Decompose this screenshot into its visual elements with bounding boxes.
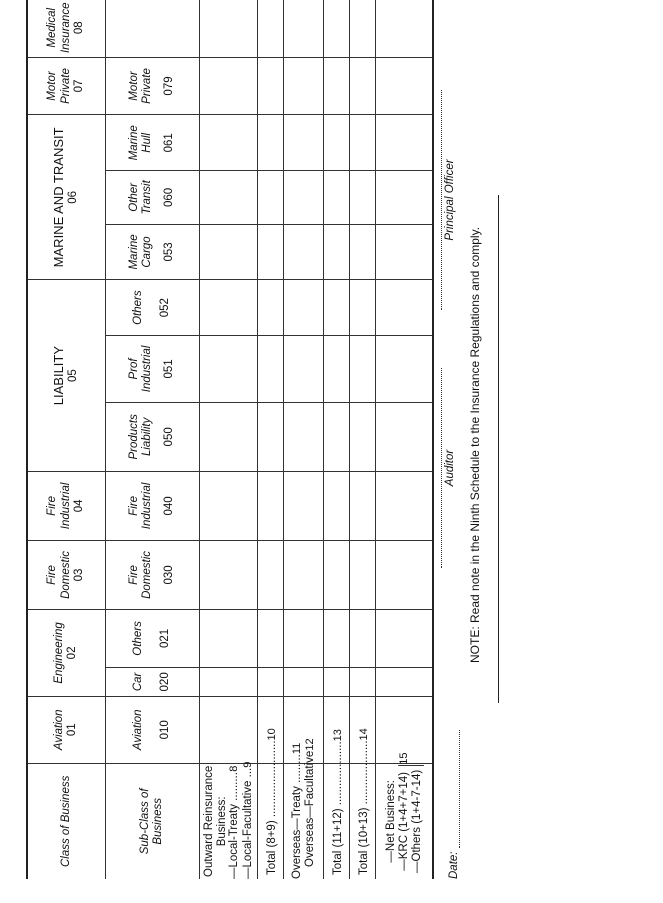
cell[interactable] <box>283 402 323 471</box>
subclass-050: Products Liability 050 <box>105 402 199 471</box>
cell[interactable] <box>283 280 323 336</box>
subclass-051: Prof Industrial 051 <box>105 336 199 403</box>
cell[interactable] <box>283 0 323 57</box>
cell[interactable] <box>257 402 283 471</box>
cell[interactable] <box>349 402 375 471</box>
cell[interactable] <box>323 402 349 471</box>
subclass-061: Marine Hull 061 <box>105 115 199 171</box>
cell[interactable] <box>375 280 433 336</box>
cell[interactable] <box>199 336 257 403</box>
date-field[interactable]: Date: <box>448 730 460 879</box>
row-label-14: Total (10+13) .................... 14 <box>349 763 375 879</box>
class-motor-private: Motor Private 07 <box>27 57 105 115</box>
cell[interactable] <box>349 171 375 224</box>
cell[interactable] <box>323 471 349 540</box>
cell[interactable] <box>199 471 257 540</box>
cell[interactable] <box>349 57 375 115</box>
cell[interactable] <box>257 667 283 696</box>
class-aviation: Aviation 01 <box>27 696 105 763</box>
cell[interactable] <box>375 171 433 224</box>
sub-class-of-business-header: Sub-Class of Business <box>105 763 199 879</box>
class-engineering: Engineering 02 <box>27 609 105 696</box>
cell[interactable] <box>375 667 433 696</box>
cell[interactable] <box>283 336 323 403</box>
cell[interactable] <box>375 540 433 609</box>
class-marine-and-transit: MARINE AND TRANSIT 06 <box>27 115 105 280</box>
table-row <box>257 0 283 879</box>
cell[interactable] <box>375 402 433 471</box>
principal-officer-signature[interactable]: Principal Officer <box>430 85 456 315</box>
brace-icon <box>398 765 424 766</box>
cell[interactable] <box>257 171 283 224</box>
subclass-040: Fire Industrial 040 <box>105 471 199 540</box>
cell[interactable] <box>323 171 349 224</box>
cell[interactable] <box>323 336 349 403</box>
cell[interactable] <box>323 57 349 115</box>
cell[interactable] <box>349 609 375 667</box>
cell[interactable] <box>257 336 283 403</box>
cell[interactable] <box>375 57 433 115</box>
subclass-020: Car 020 <box>105 667 199 696</box>
cell[interactable] <box>199 402 257 471</box>
table-row <box>283 0 323 879</box>
cell[interactable] <box>199 115 257 171</box>
table-row <box>199 0 257 879</box>
cell[interactable] <box>199 224 257 280</box>
cell[interactable] <box>199 57 257 115</box>
cell[interactable] <box>283 667 323 696</box>
cell[interactable] <box>323 0 349 57</box>
table-row <box>349 0 375 879</box>
cell[interactable] <box>375 115 433 171</box>
cell[interactable] <box>375 0 433 57</box>
cell[interactable] <box>199 667 257 696</box>
cell[interactable] <box>283 57 323 115</box>
subclass-060: Other Transit 060 <box>105 171 199 224</box>
subclass-021: Others 021 <box>105 609 199 667</box>
subclass-053: Marine Cargo 053 <box>105 224 199 280</box>
cell[interactable] <box>323 280 349 336</box>
table-row <box>375 0 433 879</box>
class-liability: LIABILITY 05 <box>27 280 105 472</box>
cell[interactable] <box>283 115 323 171</box>
table-row <box>323 0 349 879</box>
cell[interactable] <box>349 280 375 336</box>
class-medical-insurance: Medical Insurance 08 <box>27 0 105 57</box>
cell[interactable] <box>349 667 375 696</box>
subclass-medical-blank <box>105 0 199 57</box>
cell[interactable] <box>349 224 375 280</box>
cell[interactable] <box>323 609 349 667</box>
auditor-signature[interactable]: Auditor <box>430 363 456 573</box>
cell[interactable] <box>257 57 283 115</box>
note-text: NOTE: Read note in the Ninth Schedule to the Insurance Regulations and comply. <box>468 226 482 663</box>
subclass-052: Others 052 <box>105 280 199 336</box>
cell[interactable] <box>375 336 433 403</box>
row-label-10: Total (8+9) ........................ 10 <box>257 763 283 879</box>
cell[interactable] <box>349 540 375 609</box>
cell[interactable] <box>199 0 257 57</box>
cell[interactable] <box>257 280 283 336</box>
cell[interactable] <box>349 336 375 403</box>
subclass-079: Motor Private 079 <box>105 57 199 115</box>
bottom-rule <box>498 195 499 703</box>
cell[interactable] <box>349 115 375 171</box>
subclass-010: Aviation 010 <box>105 696 199 763</box>
cell[interactable] <box>283 171 323 224</box>
cell[interactable] <box>323 115 349 171</box>
cell[interactable] <box>283 540 323 609</box>
cell[interactable] <box>257 609 283 667</box>
row-label-15: —Net Business: —KRC (1+4+7+14) —Others (1+4-7-14) 15 <box>375 763 433 879</box>
cell[interactable] <box>375 224 433 280</box>
cell[interactable] <box>257 471 283 540</box>
cell[interactable] <box>199 696 257 763</box>
cell[interactable] <box>375 609 433 667</box>
cell[interactable] <box>257 115 283 171</box>
class-of-business-header: Class of Business <box>27 763 105 879</box>
cell[interactable] <box>375 471 433 540</box>
row-label-13: Total (11+12) .................... 13 <box>323 763 349 879</box>
cell[interactable] <box>349 0 375 57</box>
outward-reinsurance-table <box>26 0 434 879</box>
subclass-030: Fire Domestic 030 <box>105 540 199 609</box>
cell[interactable] <box>283 471 323 540</box>
cell[interactable] <box>257 540 283 609</box>
cell[interactable] <box>283 224 323 280</box>
cell[interactable] <box>323 224 349 280</box>
cell[interactable] <box>199 171 257 224</box>
class-fire-domestic: Fire Domestic 03 <box>27 540 105 609</box>
row-label-8-9: Outward Reinsurance Business: —Local-Treaty ......... 8 —Local-Facultative ... 9 <box>199 763 257 879</box>
class-fire-industrial: Fire Industrial 04 <box>27 471 105 540</box>
cell[interactable] <box>257 224 283 280</box>
cell[interactable] <box>323 667 349 696</box>
cell[interactable] <box>199 280 257 336</box>
cell[interactable] <box>199 540 257 609</box>
row-label-11-12: Overseas—Treaty ......... 11 Overseas—Facultative 12 <box>283 763 323 879</box>
cell[interactable] <box>257 0 283 57</box>
cell[interactable] <box>349 471 375 540</box>
cell[interactable] <box>323 540 349 609</box>
cell[interactable] <box>283 609 323 667</box>
cell[interactable] <box>199 609 257 667</box>
